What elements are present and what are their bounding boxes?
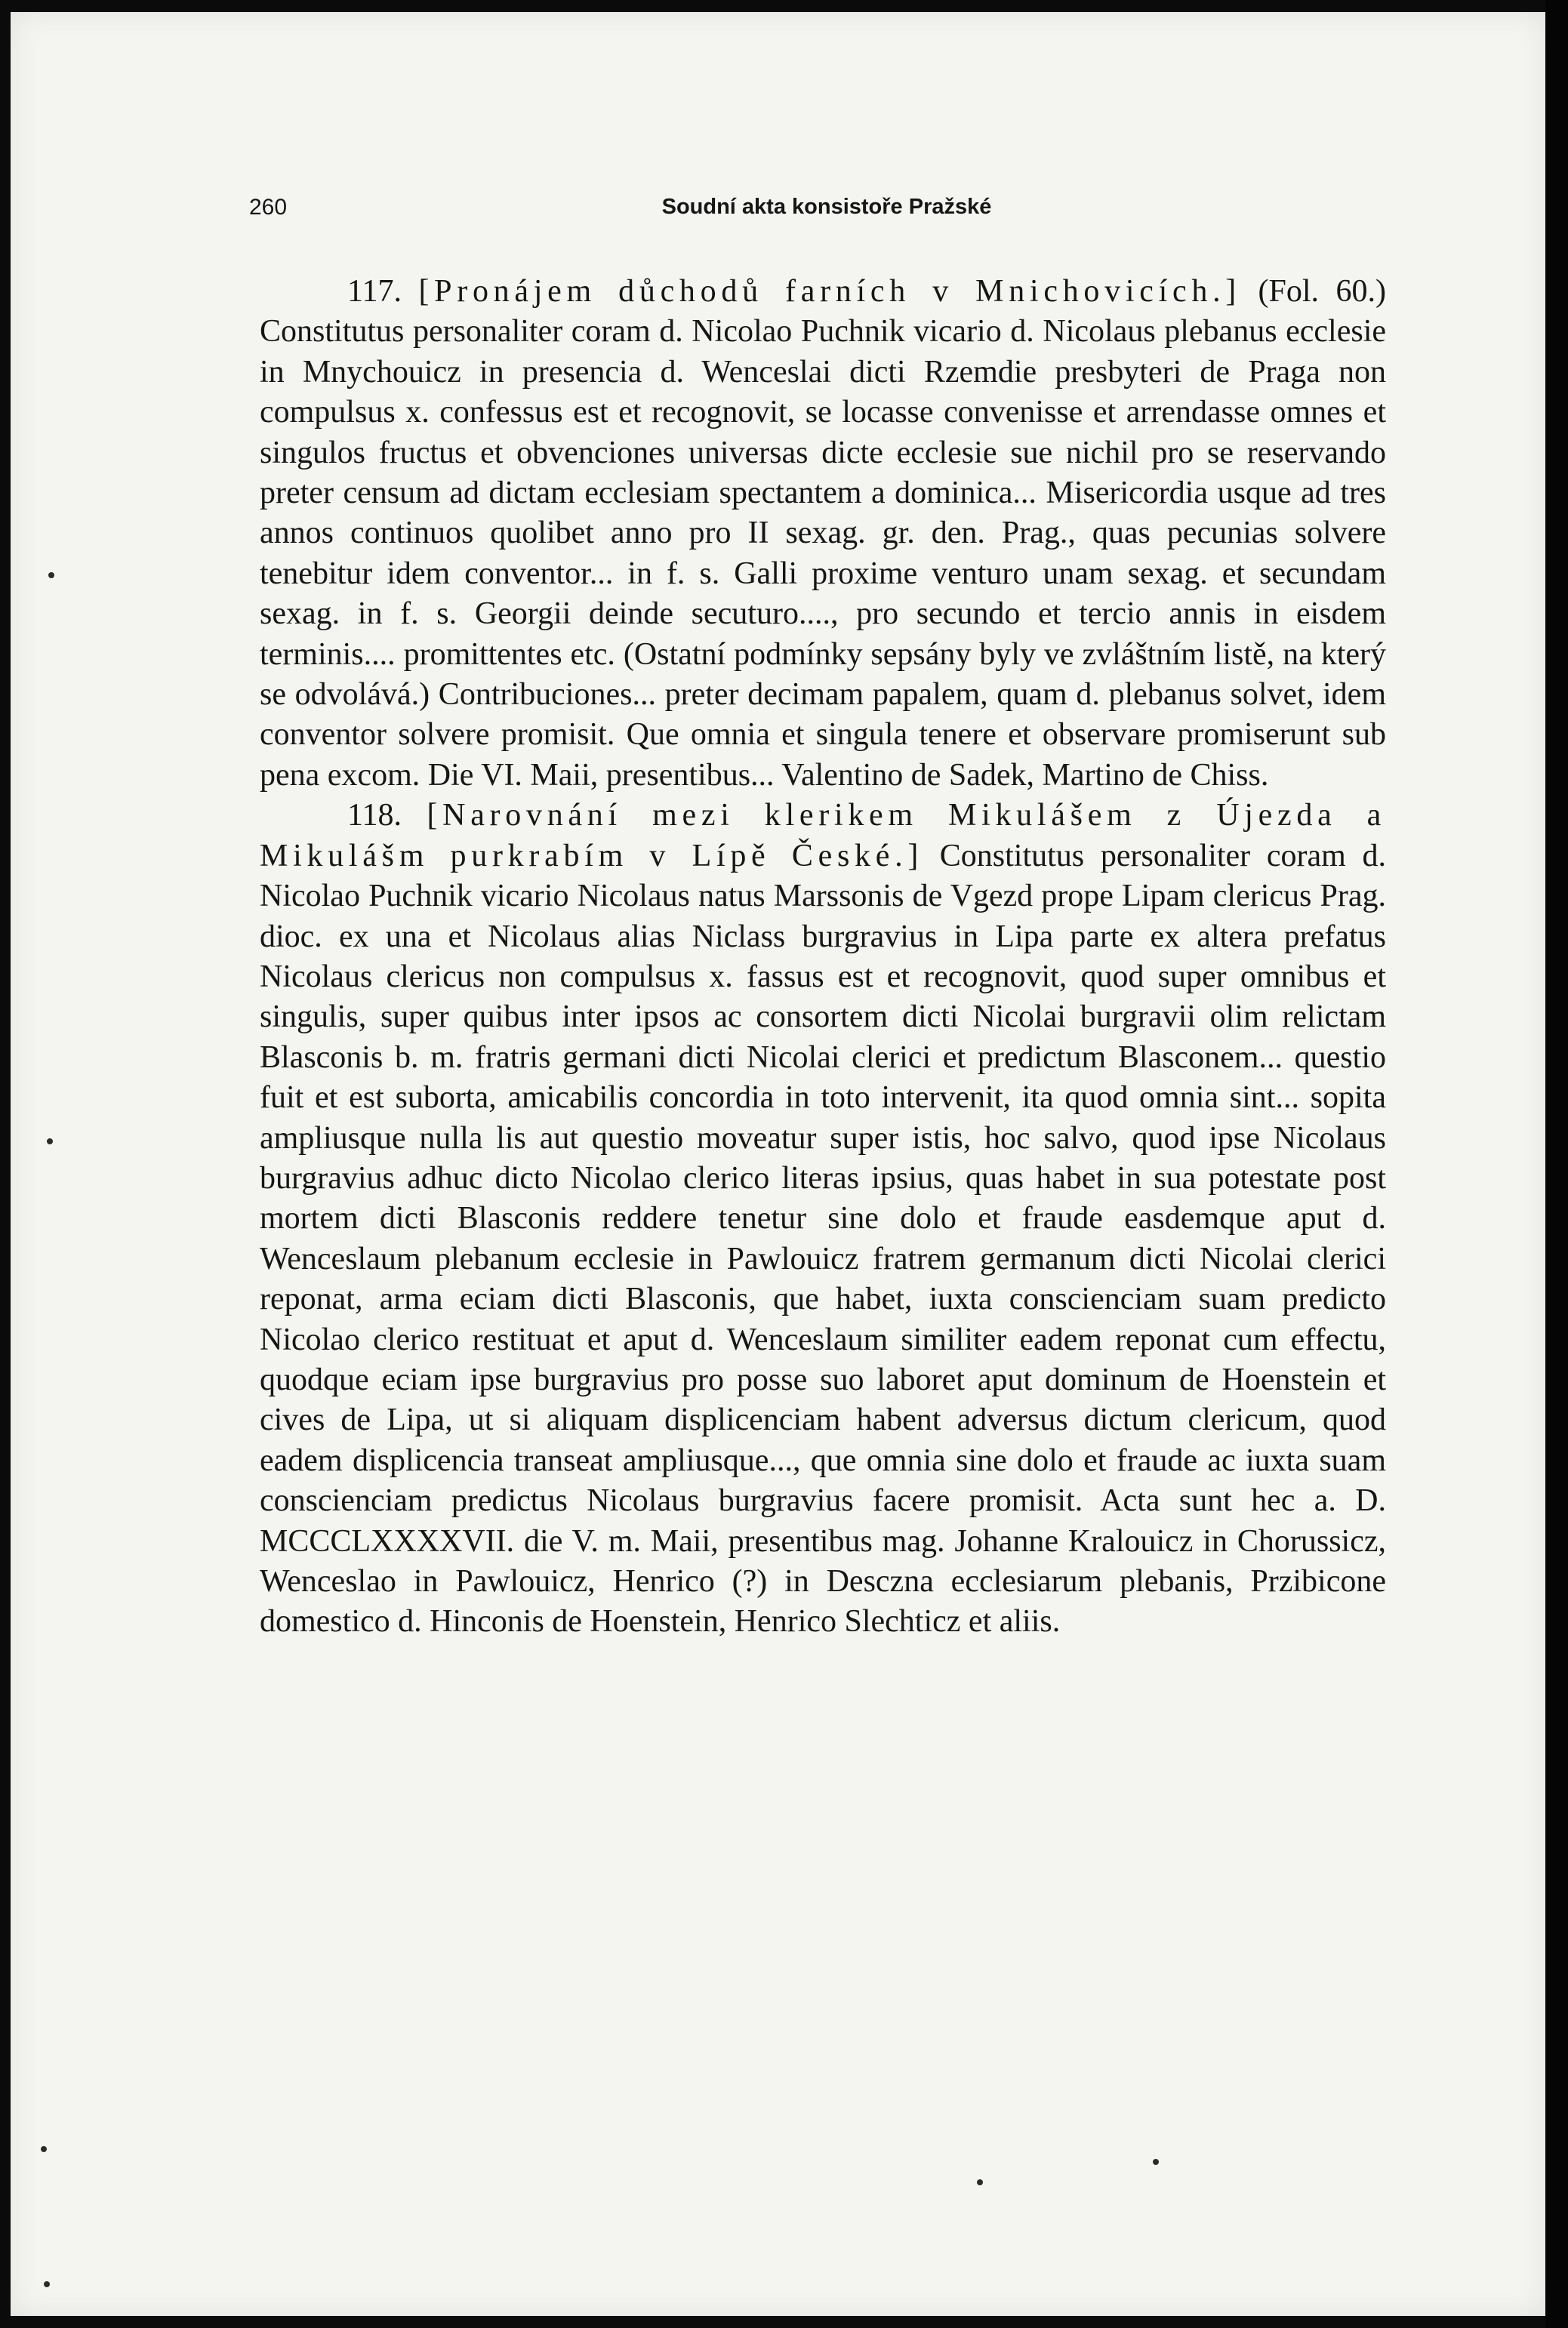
- scan-speck: [47, 1138, 53, 1144]
- scan-border: [1545, 0, 1568, 2328]
- scan-speck: [41, 2146, 47, 2152]
- document-body: [260, 272, 1386, 1643]
- entry-number: 117.: [347, 274, 402, 309]
- entry-text: Constitutus personaliter coram d. Nicolao Puchnik vicario Nicolaus natus Marssonis de Vgezd prope Lipam clericus Prag. dioc. ex una et Nicolaus alias Niclass burgravius in Lipa parte ex altera prefatus Nicolaus clericus non compulsus x. fassus est et recognovit, quod super omnibus et singulis, super quibus inter ipsos ac consortem dicti Nicolai burgravii olim relictam Blasconis b. m. fratris germani dicti Nicolai clerici et predictum Blasconem... questio fuit et est suborta, amicabilis concordia in toto intervenit, ita quod omnia sint... sopita ampliusque nulla lis aut questio moveatur super istis, hoc salvo, quod ipse Nicolaus burgravius adhuc dicto Nicolao clerico literas ipsius, quas habet in sua potestate post mortem dicti Blasconis reddere tenetur sine dolo et fraude easdemque aput d. Wenceslaum plebanum ecclesie in Pawlouicz fratrem germanum dicti Nicolai clerici reponat, arma eciam dicti Blasconis, que habet, iuxta conscienciam suam predicto Nicolao clerico restituat et aput d. Wenceslaum similiter eadem reponat cum effectu, quodque eciam ipse burgravius pro posse suo laboret aput dominum de Hoenstein et cives de Lipa, ut si aliquam displicenciam habent adversus dictum clericum, quod eadem displicencia transeat ampliusque..., que omnia sine dolo et fraude ac iuxta suam conscienciam predictus Nicolaus burgravius facere promisit. Acta sunt hec a. D. MCCCLXXXXVII. die V. m. Maii, presentibus mag. Johanne Kralouicz in Chorussicz, Wenceslao in Pawlouicz, Henrico (?) in Desczna ecclesiarum plebanis, Przibicone domestico d. Hinconis de Hoenstein, Henrico Slechticz et aliis.: [260, 838, 1386, 1640]
- scan-speck: [44, 2281, 50, 2287]
- entry-118: [260, 796, 1386, 1643]
- running-title: Soudní akta konsistoře Pražské: [661, 195, 992, 219]
- entry-text: (Fol. 60.) Constitutus personaliter coram d. Nicolao Puchnik vicario d. Nicolaus plebanus ecclesie in Mnychouicz in presencia d. Wenceslai dicti Rzemdie presbyteri de Praga non compulsus x. confessus est et recognovit, se locasse convenisse et arrendasse omnes et singulos fructus et obvenciones universas dicte ecclesie sue nichil pro se reservando preter censum ad dictam ecclesiam spectantem a dominica... Misericordia usque ad tres annos continuos quolibet anno pro II sexag. gr. den. Prag., quas pecunias solvere tenebitur idem conventor... in f. s. Galli proxime venturo unam sexag. et secundam sexag. in f. s. Georgii deinde secuturo...., pro secundo et tercio annis in eisdem terminis.... promittentes etc. (Ostatní podmínky sepsány byly ve zvláštním listě, na který se odvolává.) Contribuciones... preter decimam papalem, quam d. plebanus solvet, idem conventor solvere promisit. Que omnia et singula tenere et observare promiserunt sub pena excom. Die VI. Maii, presentibus... Valentino de Sadek, Martino de Chiss.: [260, 274, 1387, 793]
- scan-speck: [977, 2179, 983, 2185]
- entry-117: [260, 272, 1386, 796]
- page-number: 260: [249, 195, 288, 220]
- entry-number: 118.: [347, 798, 402, 833]
- running-head: [249, 195, 1404, 225]
- scan-speck: [48, 572, 54, 578]
- entry-heading: [Pronájem důchodů farních v Mnichovicích.]: [418, 274, 1241, 309]
- scan-speck: [1153, 2159, 1159, 2165]
- entry-heading: [Narovnání mezi klerikem Mikulášem z Újezda a Mikulášm purkrabím v Lípě České.]: [260, 798, 1387, 873]
